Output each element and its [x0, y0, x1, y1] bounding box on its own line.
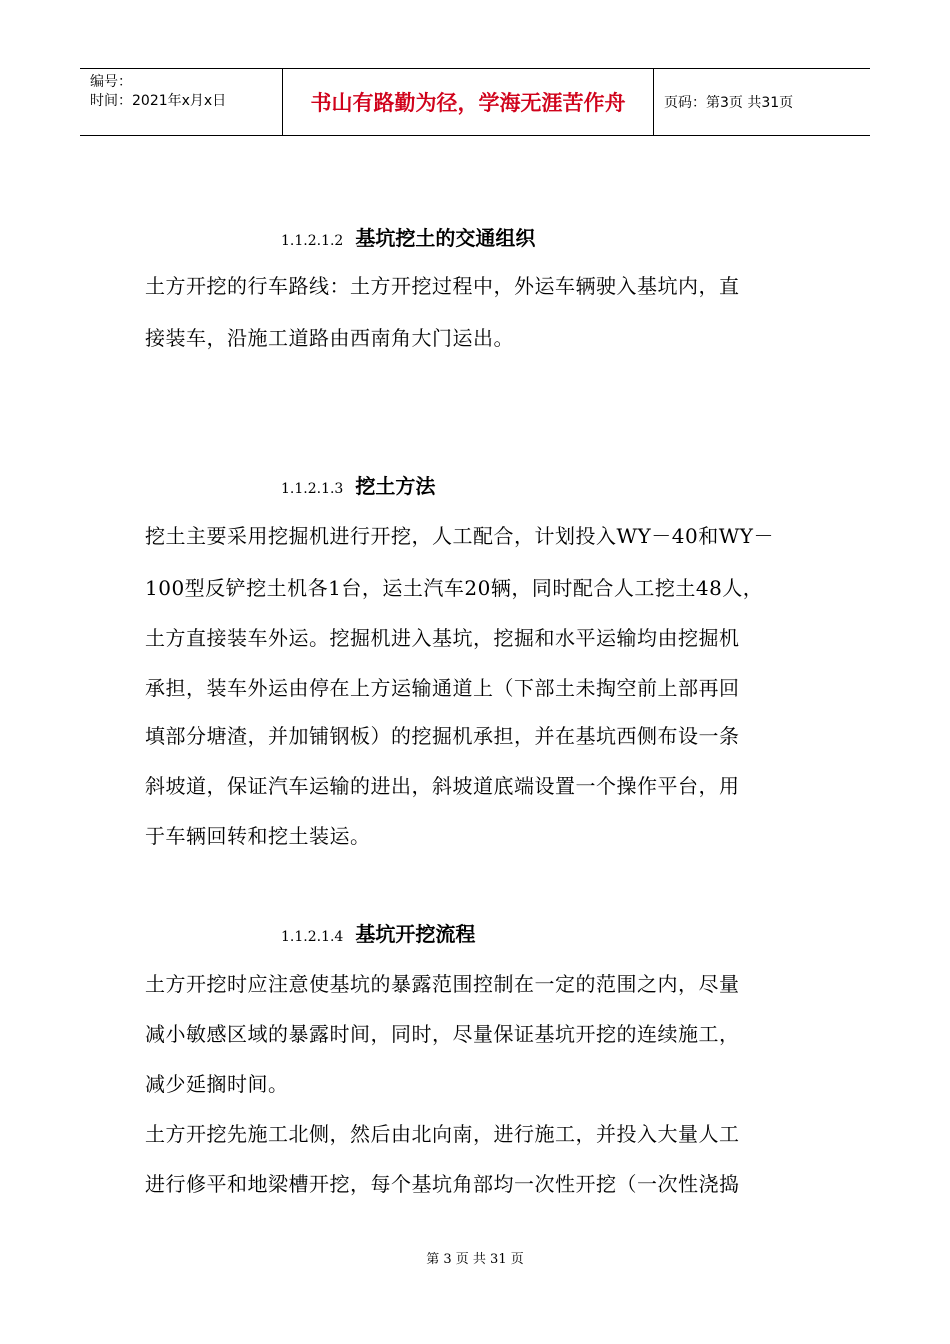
body-line: 减少延搁时间。 [145, 1072, 289, 1096]
body-line: 进行修平和地梁槽开挖，每个基坑角部均一次性开挖（一次性浇捣 [145, 1172, 740, 1196]
body-line: 填部分塘渣，并加铺钢板）的挖掘机承担，并在基坑西侧布设一条 [145, 724, 740, 748]
body-line: 土方开挖先施工北侧，然后由北向南，进行施工，并投入大量人工 [145, 1122, 740, 1146]
body-line: 100型反铲挖土机各1台，运土汽车20辆，同时配合人工挖土48人， [145, 576, 764, 600]
body-line: 土方开挖时应注意使基坑的暴露范围控制在一定的范围之内，尽量 [145, 972, 740, 996]
section-title: 基坑挖土的交通组织 [355, 226, 536, 250]
section-heading [281, 222, 535, 251]
body-line: 挖土主要采用挖掘机进行开挖，人工配合，计划投入WY－40和WY－ [145, 524, 774, 548]
section-heading [281, 918, 475, 947]
header-time-label: 时间：2021年x月x日 [90, 93, 227, 109]
section-heading [281, 470, 435, 499]
header-page-cell [654, 69, 870, 135]
section-title: 挖土方法 [355, 474, 436, 498]
section-number: 1.1.2.1.3 [281, 481, 344, 497]
body-line: 接装车，沿施工道路由西南角大门运出。 [145, 326, 514, 350]
section-title: 基坑开挖流程 [355, 922, 476, 946]
page-footer: 第 3 页 共 31 页 [426, 1252, 524, 1267]
header-motto-cell [282, 69, 654, 135]
body-line: 斜坡道，保证汽车运输的进出，斜坡道底端设置一个操作平台，用 [145, 774, 740, 798]
header-meta [80, 69, 282, 135]
section-number: 1.1.2.1.2 [281, 233, 344, 249]
document-header [80, 68, 870, 136]
body-line: 于车辆回转和挖土装运。 [145, 824, 371, 848]
header-number-label: 编号： [90, 74, 132, 90]
body-line: 土方直接装车外运。挖掘机进入基坑，挖掘和水平运输均由挖掘机 [145, 626, 740, 650]
section-number: 1.1.2.1.4 [281, 929, 344, 945]
header-motto: 书山有路勤为径，学海无涯苦作舟 [310, 91, 626, 115]
body-line: 承担，装车外运由停在上方运输通道上（下部土未掏空前上部再回 [145, 676, 740, 700]
body-line: 减小敏感区域的暴露时间，同时，尽量保证基坑开挖的连续施工， [145, 1022, 740, 1046]
body-line: 土方开挖的行车路线：土方开挖过程中，外运车辆驶入基坑内，直 [145, 274, 740, 298]
header-page-info: 页码：第3页 共31页 [664, 95, 794, 111]
